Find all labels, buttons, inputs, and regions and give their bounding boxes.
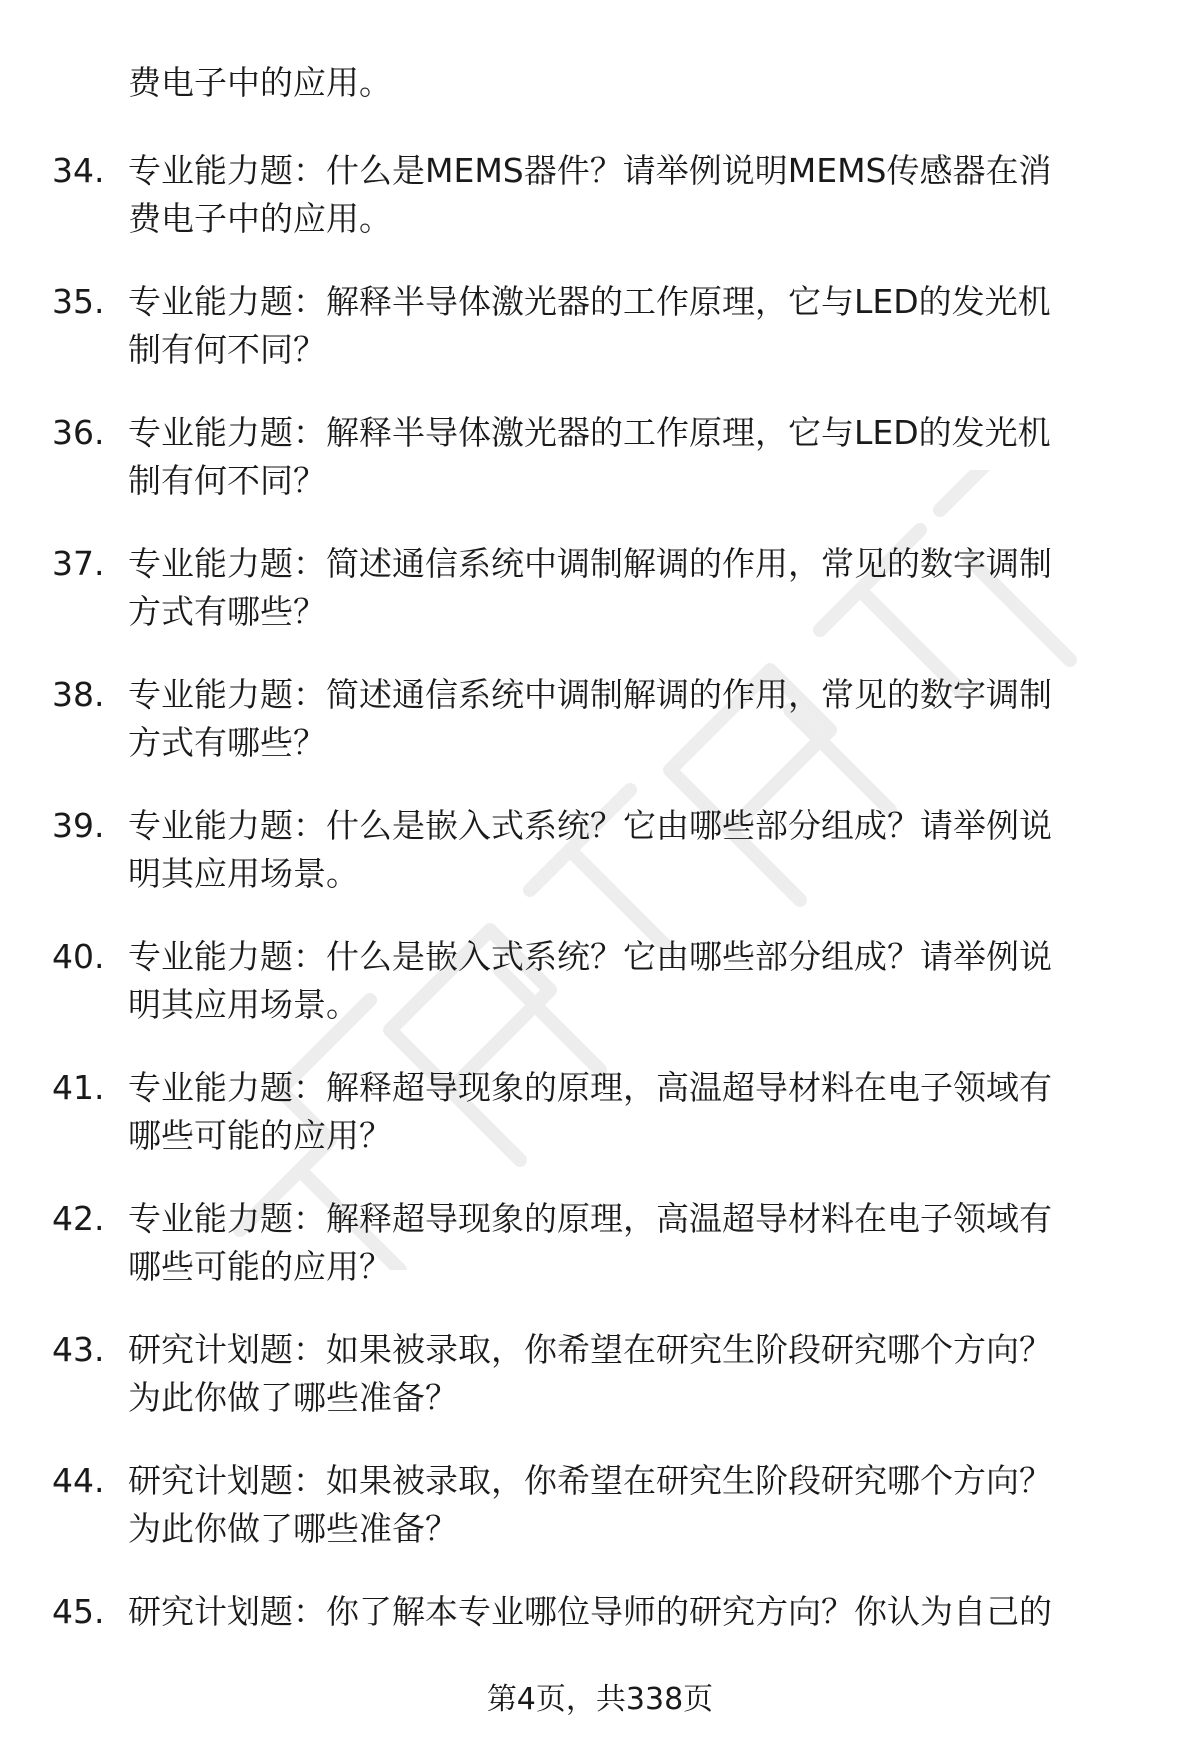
question-text-line: 哪些可能的应用？ (128, 1116, 392, 1155)
question-text-line: 研究计划题：如果被录取，你希望在研究生阶段研究哪个方向？ (128, 1330, 1052, 1369)
question-item (0, 1195, 1200, 1326)
question-text-line: 制有何不同？ (128, 330, 326, 369)
question-number: 37. (52, 544, 105, 583)
question-number: 45. (52, 1592, 105, 1631)
question-text-line: 研究计划题：你了解本专业哪位导师的研究方向？你认为自己的 (128, 1592, 1052, 1631)
question-list (0, 147, 1200, 1719)
question-text-line: 专业能力题：什么是嵌入式系统？它由哪些部分组成？请举例说 (128, 937, 1052, 976)
question-text (128, 1195, 1148, 1291)
question-text-line: 明其应用场景。 (128, 985, 359, 1024)
question-item (0, 802, 1200, 933)
question-number: 41. (52, 1068, 105, 1107)
question-text-line: 费电子中的应用。 (128, 199, 392, 238)
question-text-line: 专业能力题：解释半导体激光器的工作原理，它与LED的发光机 (128, 282, 1051, 321)
question-item (0, 671, 1200, 802)
question-number: 44. (52, 1461, 105, 1500)
question-text (128, 1064, 1148, 1160)
question-item (0, 1064, 1200, 1195)
question-number: 36. (52, 413, 105, 452)
question-text (128, 802, 1148, 898)
question-text-line: 明其应用场景。 (128, 854, 359, 893)
question-text-line: 研究计划题：如果被录取，你希望在研究生阶段研究哪个方向？ (128, 1461, 1052, 1500)
question-text (128, 147, 1148, 243)
question-item (0, 409, 1200, 540)
question-text-line: 专业能力题：解释超导现象的原理，高温超导材料在电子领域有 (128, 1199, 1052, 1238)
question-item (0, 933, 1200, 1064)
question-item (0, 540, 1200, 671)
continuation-text: 费电子中的应用。 (128, 63, 392, 102)
question-text-line: 哪些可能的应用？ (128, 1247, 392, 1286)
question-number: 43. (52, 1330, 105, 1369)
question-text-line: 方式有哪些？ (128, 723, 326, 762)
question-text (128, 540, 1148, 636)
question-text (128, 409, 1148, 505)
question-text-line: 专业能力题：什么是嵌入式系统？它由哪些部分组成？请举例说 (128, 806, 1052, 845)
question-text-line: 专业能力题：解释超导现象的原理，高温超导材料在电子领域有 (128, 1068, 1052, 1107)
question-text (128, 1588, 1148, 1636)
question-number: 40. (52, 937, 105, 976)
question-text-line: 专业能力题：解释半导体激光器的工作原理，它与LED的发光机 (128, 413, 1051, 452)
question-text-line: 为此你做了哪些准备？ (128, 1378, 458, 1417)
question-text-line: 方式有哪些？ (128, 592, 326, 631)
question-number: 35. (52, 282, 105, 321)
question-item (0, 147, 1200, 278)
question-text (128, 1457, 1148, 1553)
question-number: 42. (52, 1199, 105, 1238)
question-item (0, 1457, 1200, 1588)
question-number: 39. (52, 806, 105, 845)
question-text-line: 专业能力题：什么是MEMS器件？请举例说明MEMS传感器在消 (128, 151, 1052, 190)
question-text-line: 专业能力题：简述通信系统中调制解调的作用，常见的数字调制 (128, 675, 1052, 714)
question-number: 38. (52, 675, 105, 714)
question-item (0, 1326, 1200, 1457)
question-number: 34. (52, 151, 105, 190)
question-text (128, 1326, 1148, 1422)
page-footer: 第4页，共338页 (486, 1682, 714, 1717)
question-text-line: 专业能力题：简述通信系统中调制解调的作用，常见的数字调制 (128, 544, 1052, 583)
question-item (0, 278, 1200, 409)
question-text-line: 为此你做了哪些准备？ (128, 1509, 458, 1548)
question-text (128, 278, 1148, 374)
question-text (128, 671, 1148, 767)
question-text-line: 制有何不同？ (128, 461, 326, 500)
question-text (128, 933, 1148, 1029)
